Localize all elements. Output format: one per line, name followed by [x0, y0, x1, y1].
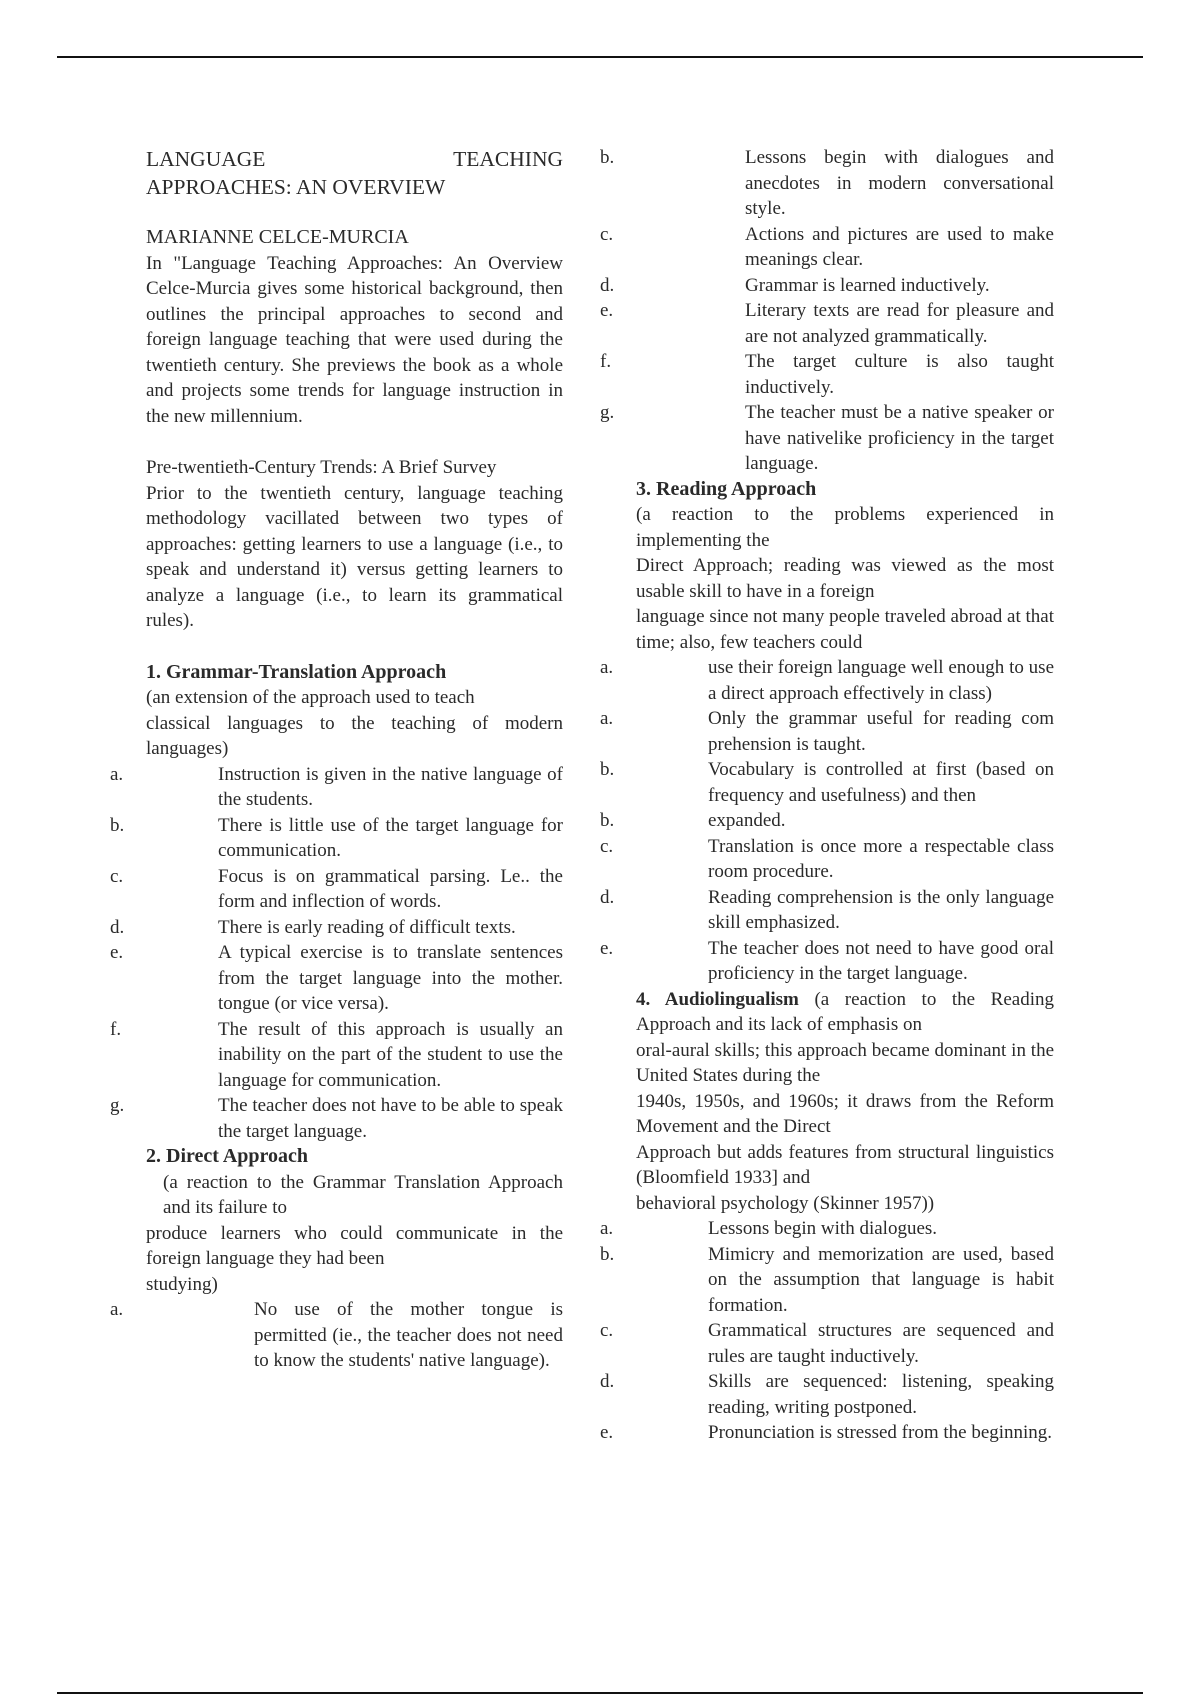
intro-paragraph: In "Language Teaching Approaches: An Overview Celce-Murcia gives some historical background, then outlines the principal approaches to second and foreign language teaching that were used during the twentieth century. She previews the book as a whole and projects some trends for language instruction in the new millennium.: [146, 252, 563, 427]
list-item-text: Focus is on grammatical parsing. Le.. the form and inflection of words.: [218, 865, 563, 912]
section-4-lead-line: 1940s, 1950s, and 1960s; it draws from the Reform Movement and the Direct: [636, 1090, 1054, 1137]
list-marker: e.: [600, 1422, 614, 1443]
list-item: [110, 762, 563, 813]
list-item: [600, 808, 1054, 834]
list-marker: d.: [110, 916, 125, 938]
list-marker: b.: [600, 810, 615, 831]
section-3-heading: 3. Reading Approach: [636, 477, 817, 500]
section-2-list-cont: [600, 145, 1054, 477]
list-item: [600, 1242, 1054, 1319]
list-item-text: Grammar is learned inductively.: [745, 274, 990, 296]
list-item-text: Lessons begin with dialogues.: [708, 1218, 938, 1239]
list-item: [110, 1017, 563, 1094]
list-item: [110, 813, 563, 864]
list-item-text: use their foreign language well enough to use a direct approach effectively in class): [708, 657, 1054, 704]
list-item-text: Instruction is given in the native language of the students.: [218, 763, 563, 810]
list-item: [600, 1318, 1054, 1369]
list-item: [600, 349, 1054, 400]
list-marker: e.: [600, 300, 614, 321]
list-item-text: Lessons begin with dialogues and anecdotes in modern conversational style.: [745, 147, 1054, 219]
section-1-list: [110, 762, 563, 1145]
left-column: [110, 145, 563, 1374]
list-marker: e.: [110, 942, 124, 963]
list-item-text: The teacher does not have to be able to speak the target language.: [218, 1095, 563, 1142]
list-item-text: The target culture is also taught inductively.: [745, 351, 1054, 398]
section-4-heading-line: [636, 987, 1054, 1038]
pre-paragraph: Prior to the twentieth century, language teaching methodology vacillated between two types of approaches: getting learners to use a language (i.e., to speak and understand it) versus getting learners to analyze a language (i.e., to learn its grammatical rules).: [146, 482, 563, 631]
list-item-text: Literary texts are read for pleasure and are not analyzed grammatically.: [745, 300, 1054, 347]
list-marker: c.: [600, 835, 614, 857]
list-item-text: No use of the mother tongue is permitted (ie., the teacher does not need to know the students' native language).: [254, 1299, 563, 1371]
list-item-text: Actions and pictures are used to make meanings clear.: [745, 223, 1054, 270]
list-marker: a.: [600, 657, 614, 678]
list-item-text: Skills are sequenced: listening, speaking reading, writing postponed.: [708, 1371, 1054, 1418]
list-item: [110, 940, 563, 1017]
list-marker: a.: [600, 1218, 614, 1239]
list-marker: g.: [600, 402, 615, 423]
list-item: [600, 1369, 1054, 1420]
list-item: [110, 1297, 563, 1374]
list-item: [600, 298, 1054, 349]
section-2-lead-line: studying): [146, 1273, 218, 1295]
list-item: [600, 222, 1054, 273]
list-marker: b.: [600, 759, 615, 780]
list-marker: b.: [600, 1243, 615, 1265]
section-1-lead-line: (an extension of the approach used to teach: [146, 687, 475, 708]
title-word-2: TEACHING: [453, 147, 563, 171]
top-rule: [57, 56, 1143, 58]
list-item-text: Mimicry and memorization are used, based on the assumption that language is habit formation.: [708, 1243, 1054, 1316]
list-marker: e.: [600, 937, 614, 959]
section-1-lead-line: classical languages to the teaching of modern languages): [146, 712, 563, 759]
list-item: [110, 864, 563, 915]
list-item: [600, 1216, 1054, 1242]
list-item-text: Reading comprehension is the only language skill emphasized.: [708, 886, 1054, 933]
right-column: [600, 145, 1054, 1446]
list-item: [600, 655, 1054, 706]
list-item-text: The teacher does not need to have good oral proficiency in the target language.: [708, 937, 1054, 984]
list-marker: c.: [110, 865, 124, 887]
list-marker: b.: [600, 147, 615, 168]
list-marker: a.: [600, 708, 614, 729]
bottom-rule: [57, 1692, 1143, 1694]
list-marker: b.: [110, 814, 125, 836]
section-2-heading: 2. Direct Approach: [146, 1145, 309, 1167]
list-item-text: Vocabulary is controlled at first (based on frequency and usefulness) and then: [708, 759, 1054, 806]
list-item-text: Translation is once more a respectable class room procedure.: [708, 835, 1054, 882]
list-item-text: A typical exercise is to translate sentences from the target language into the mother. tongue (or vice versa).: [218, 942, 563, 1014]
section-4-heading: 4. Audiolingualism: [636, 988, 799, 1010]
section-1-heading: 1. Grammar-Translation Approach: [146, 660, 447, 683]
list-item: [600, 706, 1054, 757]
section-4-lead-line: Approach but adds features from structural linguistics (Bloomfield 1933] and: [636, 1141, 1054, 1188]
list-marker: a.: [110, 1299, 124, 1320]
list-marker: d.: [600, 274, 615, 296]
section-4-list: [600, 1216, 1054, 1446]
title-word-1: LANGUAGE: [146, 147, 266, 171]
list-item: [600, 834, 1054, 885]
section-4-lead-line: behavioral psychology (Skinner 1957)): [636, 1192, 935, 1214]
section-4-lead-line: oral-aural skills; this approach became dominant in the United States during the: [636, 1039, 1054, 1086]
list-marker: d.: [600, 886, 615, 908]
section-4-lead-text: (a reaction to the Reading Approach and its lack of emphasis on: [636, 988, 1054, 1035]
list-marker: g.: [110, 1095, 125, 1116]
list-item-text: Only the grammar useful for reading com prehension is taught.: [708, 708, 1054, 755]
list-item: [600, 273, 1054, 299]
list-item: [600, 1420, 1054, 1446]
section-3-lead-line: (a reaction to the problems experienced in implementing the: [636, 504, 1054, 551]
list-marker: f.: [600, 351, 612, 372]
document-title: [146, 145, 563, 201]
section-3-lead-line: language since not many people traveled abroad at that time; also, few teachers could: [636, 606, 1054, 653]
title-line-2: APPROACHES: AN OVERVIEW: [146, 175, 446, 199]
list-item: [600, 145, 1054, 222]
list-item: [600, 757, 1054, 808]
list-marker: c.: [600, 223, 614, 245]
list-item: [110, 1093, 563, 1144]
list-marker: a.: [110, 763, 124, 785]
list-item-text: The teacher must be a native speaker or have nativelike proficiency in the target language.: [745, 402, 1054, 474]
list-item-text: The result of this approach is usually an inability on the part of the student to use the language for communication.: [218, 1018, 563, 1091]
section-2-lead-line: produce learners who could communicate in the foreign language they had been: [146, 1222, 563, 1269]
section-2-lead-line: (a reaction to the Grammar Translation Approach and its failure to: [163, 1171, 563, 1218]
list-item-text: expanded.: [708, 810, 786, 831]
list-marker: f.: [110, 1018, 122, 1040]
section-3-list: [600, 655, 1054, 987]
pre-heading: Pre-twentieth-Century Trends: A Brief Survey: [146, 457, 497, 478]
author-name: MARIANNE CELCE-MURCIA: [146, 226, 409, 248]
section-2-list-start: [110, 1297, 563, 1374]
list-item: [600, 936, 1054, 987]
list-item-text: Pronunciation is stressed from the beginning.: [708, 1422, 1053, 1443]
list-item: [600, 400, 1054, 477]
list-item-text: There is little use of the target language for communication.: [218, 814, 563, 861]
list-marker: c.: [600, 1320, 614, 1341]
list-item-text: Grammatical structures are sequenced and rules are taught inductively.: [708, 1320, 1054, 1367]
section-3-lead-line: Direct Approach; reading was viewed as the most usable skill to have in a foreign: [636, 555, 1054, 602]
list-marker: d.: [600, 1371, 615, 1392]
list-item: [600, 885, 1054, 936]
list-item: [110, 915, 563, 941]
list-item-text: There is early reading of difficult texts.: [218, 916, 516, 938]
